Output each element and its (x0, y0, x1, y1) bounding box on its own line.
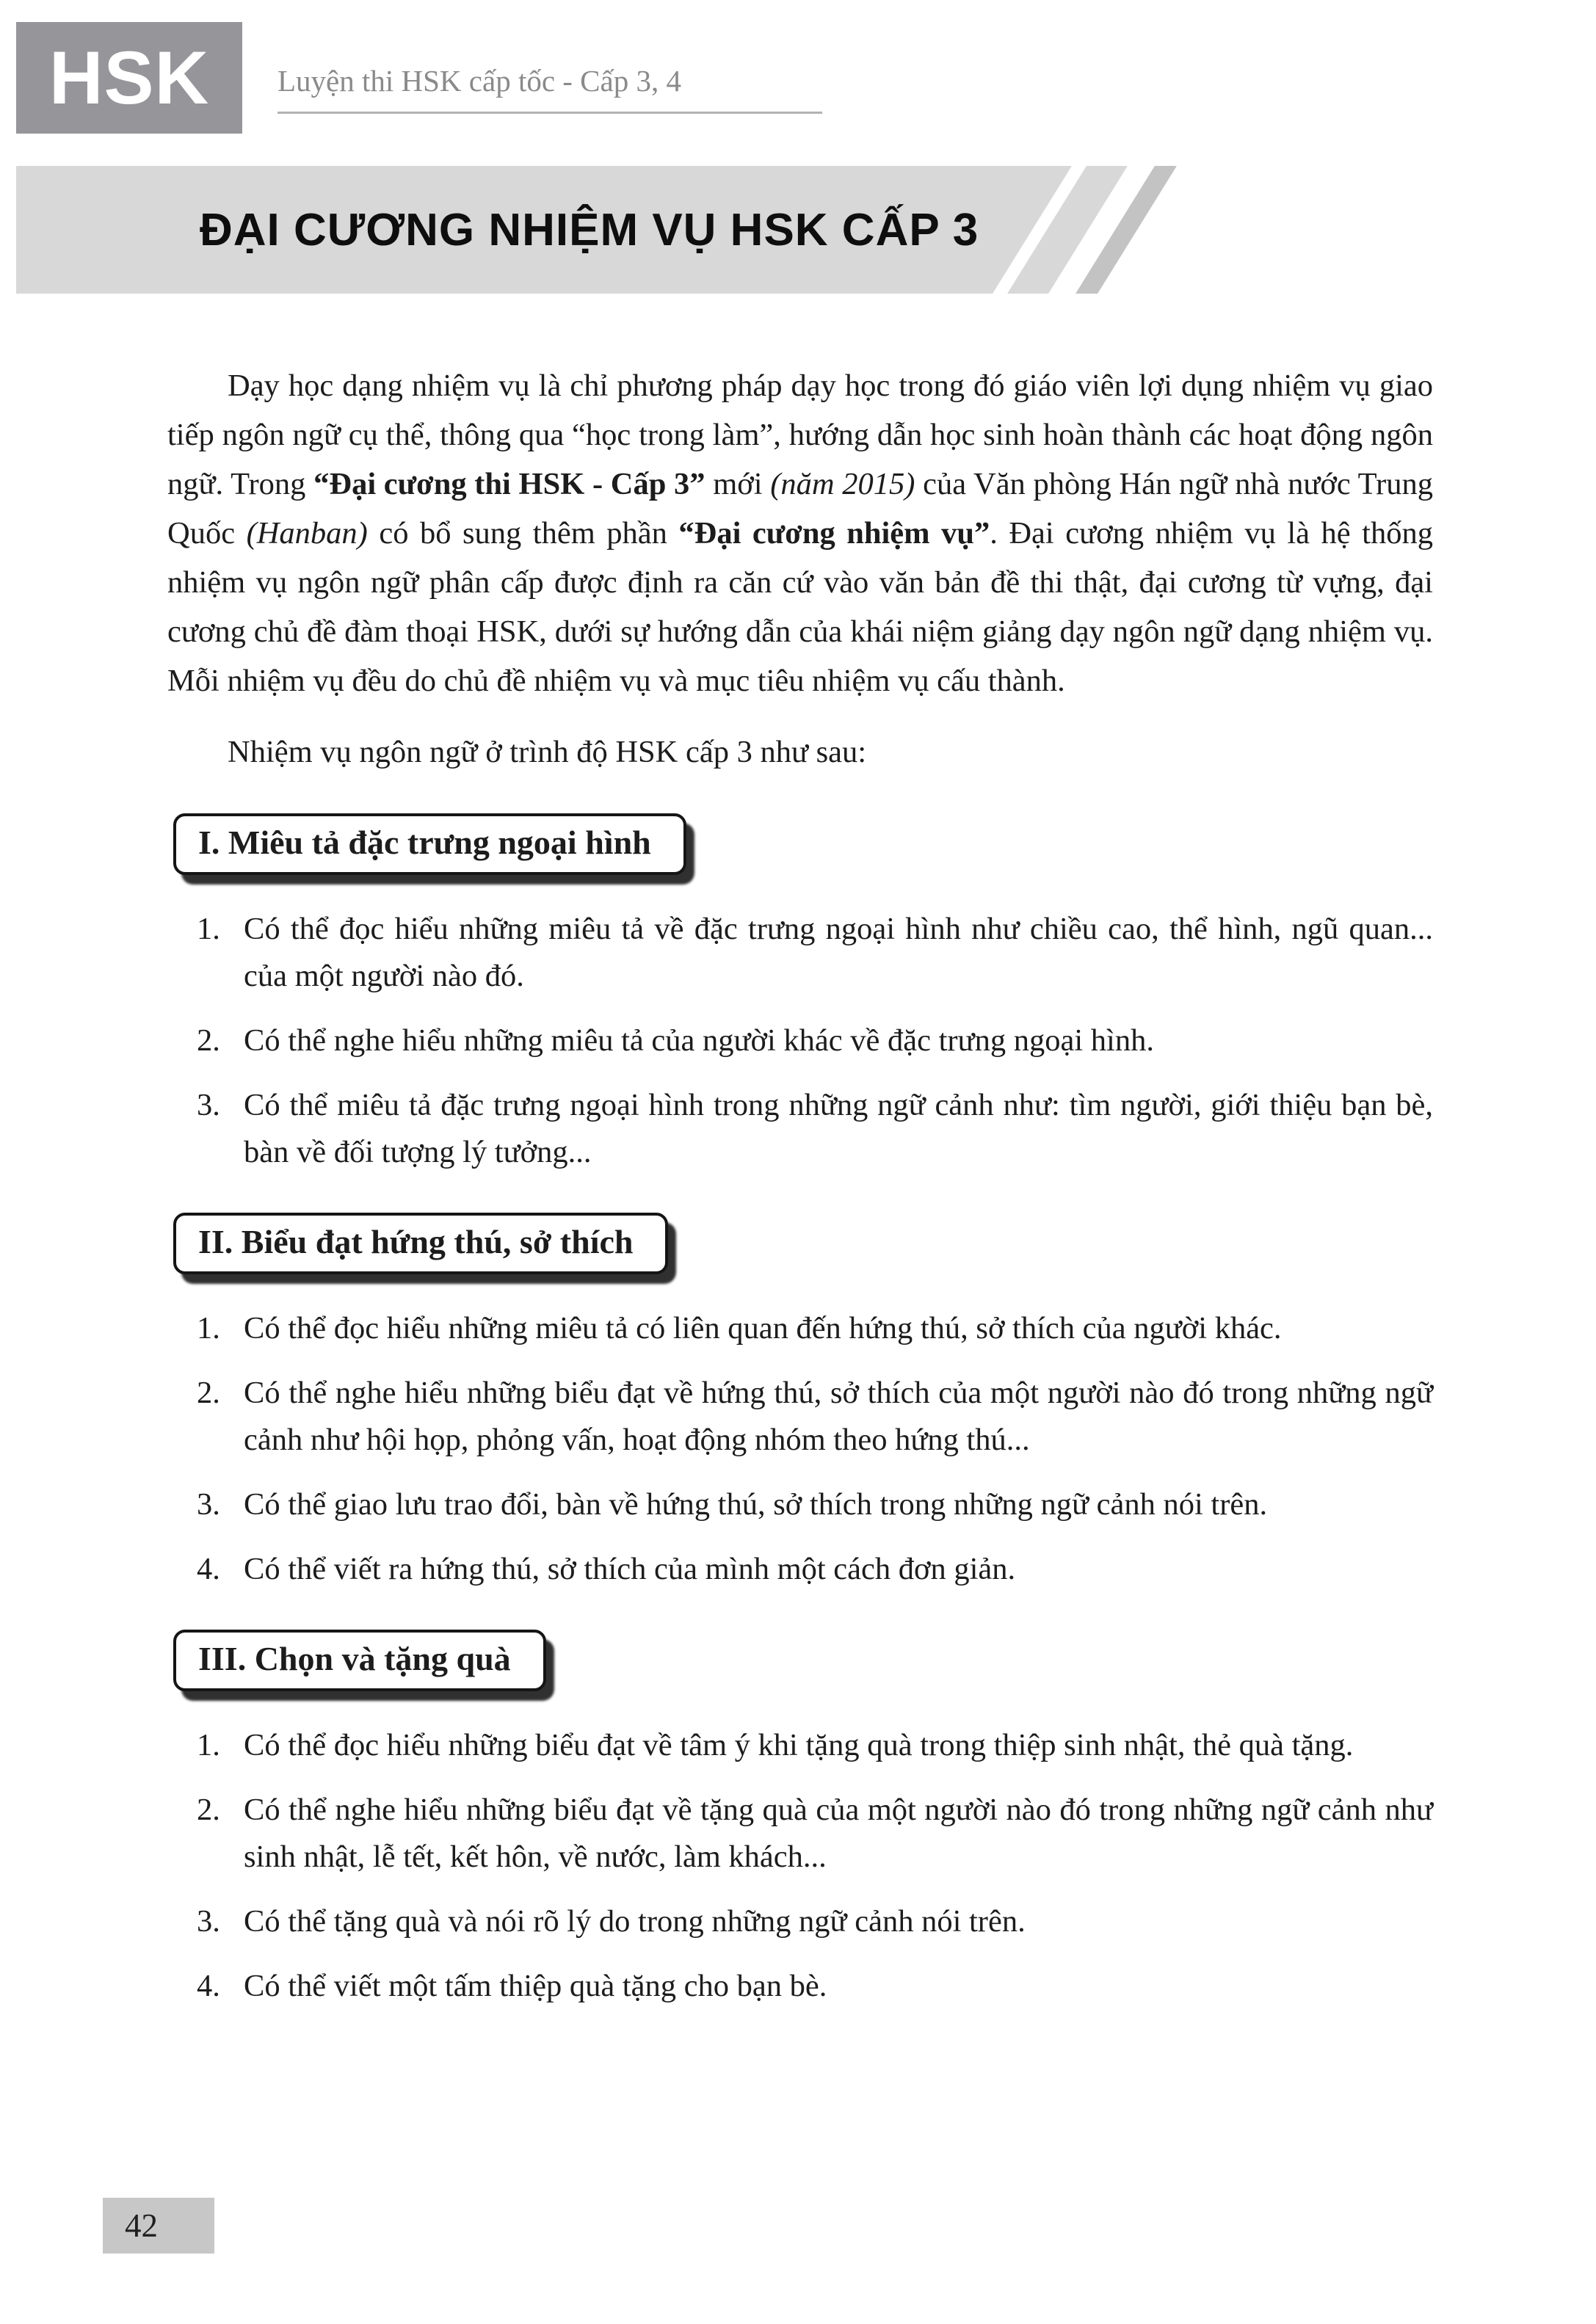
item-text: Có thể nghe hiểu những miêu tả của người khác về đặc trưng ngoại hình. (244, 1023, 1154, 1058)
page-number-box (103, 2198, 214, 2254)
section-3-list (167, 1722, 1433, 2010)
list-item (167, 1082, 1433, 1176)
item-text: Có thể đọc hiểu những miêu tả về đặc trưng ngoại hình như chiều cao, thể hình, ngũ quan... của một người nào đó. (244, 912, 1433, 993)
intro-run: của Văn phòng Hán ngữ nhà nước Trung Quốc (167, 467, 1434, 551)
list-item (167, 1898, 1433, 1945)
hsk-logo (16, 22, 242, 134)
content-area (167, 361, 1433, 2027)
list-item (167, 1722, 1433, 1769)
header-rule (278, 112, 822, 114)
section-2-heading: II. Biểu đạt hứng thú, sở thích (173, 1213, 668, 1274)
chapter-banner (16, 166, 1220, 294)
item-number: 1. (197, 1728, 220, 1762)
intro-run-bold: “Đại cương thi HSK - Cấp 3” (313, 467, 705, 501)
item-text: Có thể miêu tả đặc trưng ngoại hình trong những ngữ cảnh như: tìm người, giới thiệu bạn bè, bàn về đối tượng lý tưởng... (244, 1088, 1433, 1169)
item-text: Có thể viết ra hứng thú, sở thích của mình một cách đơn giản. (244, 1552, 1016, 1586)
intro-run: mới (705, 467, 771, 501)
list-item (167, 1787, 1433, 1881)
item-number: 2. (197, 1376, 220, 1410)
chapter-title: ĐẠI CƯƠNG NHIỆM VỤ HSK CẤP 3 (200, 204, 979, 255)
intro-run-italic: (Hanban) (246, 516, 368, 551)
item-text: Có thể nghe hiểu những biểu đạt về hứng thú, sở thích của một người nào đó trong những ngữ cảnh như hội họp, phỏng vấn, hoạt động nhóm theo hứng thú... (244, 1376, 1433, 1457)
item-text: Có thể đọc hiểu những biểu đạt về tâm ý khi tặng quà trong thiệp sinh nhật, thẻ quà tặng. (244, 1728, 1354, 1762)
section-2-list (167, 1305, 1433, 1593)
item-number: 1. (197, 1311, 220, 1346)
list-item (167, 1370, 1433, 1464)
list-item (167, 1305, 1433, 1352)
item-text: Có thể tặng quà và nói rõ lý do trong những ngữ cảnh nói trên. (244, 1904, 1026, 1939)
page-number: 42 (125, 2207, 158, 2244)
intro-run-bold: “Đại cương nhiệm vụ” (678, 516, 990, 551)
item-text: Có thể giao lưu trao đổi, bàn về hứng thú, sở thích trong những ngữ cảnh nói trên. (244, 1487, 1268, 1522)
item-text: Có thể đọc hiểu những miêu tả có liên quan đến hứng thú, sở thích của người khác. (244, 1311, 1282, 1346)
section-1-heading: I. Miêu tả đặc trưng ngoại hình (173, 813, 686, 875)
item-number: 4. (197, 1969, 220, 2003)
hsk-logo-text: HSK (48, 35, 210, 120)
header-subtitle: Luyện thi HSK cấp tốc - Cấp 3, 4 (278, 64, 681, 98)
item-text: Có thể viết một tấm thiệp quà tặng cho bạn bè. (244, 1969, 827, 2003)
list-item (167, 1017, 1433, 1064)
item-number: 3. (197, 1904, 220, 1939)
intro-paragraph (167, 361, 1433, 705)
list-item (167, 1963, 1433, 2010)
item-number: 4. (197, 1552, 220, 1586)
intro-run: Dạy học dạng nhiệm vụ là chỉ phương pháp dạy học trong đó giáo viên lợi dụng nhiệm vụ giao tiếp ngôn ngữ cụ thể, thông qua “học trong làm”, hướng dẫn học sinh hoàn thành các hoạt động ngôn ngữ. Trong (167, 368, 1433, 501)
list-item (167, 1481, 1433, 1528)
section-3-heading-wrap (167, 1630, 1433, 1691)
section-2-heading-wrap (167, 1213, 1433, 1274)
item-text: Có thể nghe hiểu những biểu đạt về tặng quà của một người nào đó trong những ngữ cảnh như sinh nhật, lễ tết, kết hôn, về nước, làm khách... (244, 1793, 1433, 1874)
section-1-list (167, 906, 1433, 1176)
intro-run: có bổ sung thêm phần (367, 516, 679, 551)
intro-run: . Đại cương nhiệm vụ là hệ thống nhiệm vụ ngôn ngữ phân cấp được định ra căn cứ vào văn bản đề thi thật, đại cương từ vựng, đại cương chủ đề đàm thoại HSK, dưới sự hướng dẫn của khái niệm giảng dạy ngôn ngữ dạng nhiệm vụ. Mỗi nhiệm vụ đều do chủ đề nhiệm vụ và mục tiêu nhiệm vụ cấu thành. (167, 516, 1433, 698)
intro-run-italic: (năm 2015) (770, 467, 915, 501)
item-number: 1. (197, 912, 220, 946)
list-item (167, 1546, 1433, 1593)
section-1-heading-wrap (167, 813, 1433, 875)
item-number: 3. (197, 1088, 220, 1122)
section-3-heading: III. Chọn và tặng quà (173, 1630, 546, 1691)
lead-in-sentence: Nhiệm vụ ngôn ngữ ở trình độ HSK cấp 3 như sau: (228, 735, 867, 769)
list-item (167, 906, 1433, 1000)
item-number: 2. (197, 1023, 220, 1058)
item-number: 2. (197, 1793, 220, 1827)
item-number: 3. (197, 1487, 220, 1522)
